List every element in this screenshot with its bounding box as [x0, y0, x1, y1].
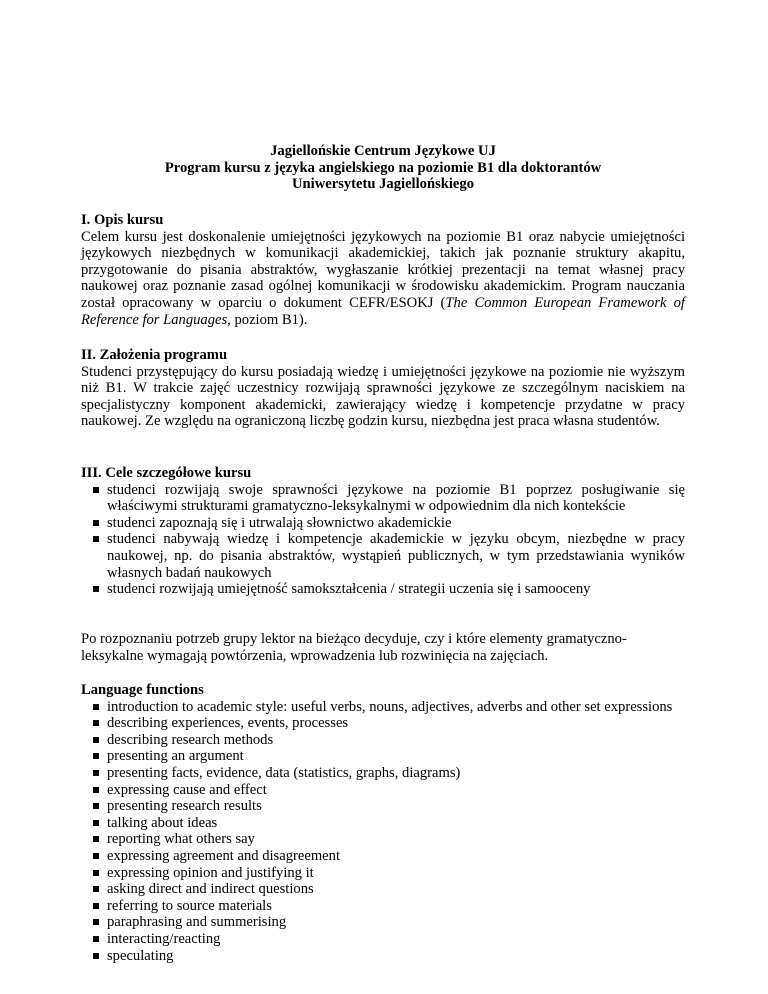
- list-item: [81, 898, 685, 915]
- list-item: [81, 715, 685, 732]
- bullet-icon: [93, 870, 99, 876]
- bullet-icon: [93, 803, 99, 809]
- list-item-text: introduction to academic style: useful verbs, nouns, adjectives, adverbs and other set expressions: [107, 698, 673, 715]
- bullet-icon: [93, 770, 99, 776]
- bullet-icon: [93, 919, 99, 925]
- framework-title: The Common European Framework of Reference for Languages,: [81, 294, 685, 328]
- bullet-icon: [93, 936, 99, 942]
- body-text: Celem kursu jest doskonalenie umiejętności językowych na poziomie B1 oraz nabycie umiejętności językowych niezbędnych w komunikacji akademickiej, takich jak poznanie struktury akapitu, przygotowanie do pisania abstraktów, wygłaszanie krótkiej prezentacji na temat własnej pracy naukowej oraz poznanie zasad ogólnej komunikacji w środowisku akademickim. Program nauczania został opracowany w oparciu o dokument CEFR/ESOKJ (: [81, 228, 685, 311]
- list-item-text: speculating: [107, 947, 174, 964]
- bullet-icon: [93, 704, 99, 710]
- list-item-text: describing experiences, events, processes: [107, 715, 349, 732]
- paragraph-lecturer-decision: [81, 631, 685, 664]
- list-item: [81, 515, 685, 532]
- bullet-icon: [93, 903, 99, 909]
- bullet-icon: [93, 737, 99, 743]
- list-item: [81, 848, 685, 865]
- bullet-icon: [93, 487, 99, 493]
- list-item: [81, 782, 685, 799]
- section-program-assumptions: [81, 347, 685, 430]
- bullet-icon: [93, 787, 99, 793]
- section-detailed-goals: [81, 465, 685, 598]
- list-item: [81, 865, 685, 882]
- document-title: [81, 143, 685, 193]
- bullet-icon: [93, 820, 99, 826]
- list-item-text: interacting/reacting: [107, 930, 221, 947]
- list-item-text: reporting what others say: [107, 831, 255, 848]
- title-line-3: Uniwersytetu Jagiellońskiego: [291, 176, 474, 193]
- list-item-text: studenci rozwijają swoje sprawności językowe na poziomie B1 poprzez posługiwanie się właściwymi strukturami gramatyczno-leksykalnymi w odpowiednim dla nich kontekście: [107, 481, 685, 515]
- list-item-text: referring to source materials: [107, 897, 272, 914]
- list-item: [81, 748, 685, 765]
- list-item: [81, 815, 685, 832]
- bullet-icon: [93, 753, 99, 759]
- section-heading: I. Opis kursu: [81, 212, 164, 228]
- bullet-icon: [93, 853, 99, 859]
- list-item-text: studenci rozwijają umiejętność samokształcenia / strategii uczenia się i samooceny: [107, 581, 591, 598]
- list-item: [81, 931, 685, 948]
- section-language-functions: [81, 682, 685, 964]
- list-item-text: paraphrasing and summerising: [107, 914, 287, 931]
- bullet-icon: [93, 836, 99, 842]
- goals-list: [81, 482, 685, 598]
- bullet-icon: [93, 953, 99, 959]
- list-item: [81, 798, 685, 815]
- bullet-icon: [93, 520, 99, 526]
- section-heading: II. Założenia programu: [81, 347, 228, 363]
- list-item-text: asking direct and indirect questions: [107, 881, 314, 898]
- list-item-text: talking about ideas: [107, 814, 218, 831]
- bullet-icon: [93, 886, 99, 892]
- list-item-text: describing research methods: [107, 731, 274, 748]
- section-heading: Language functions: [81, 682, 204, 698]
- list-item: [81, 531, 685, 581]
- list-item: [81, 581, 685, 598]
- list-item-text: expressing agreement and disagreement: [107, 847, 341, 864]
- section-heading: III. Cele szczegółowe kursu: [81, 465, 252, 481]
- list-item-text: studenci zapoznają się i utrwalają słownictwo akademickie: [107, 514, 452, 531]
- list-item: [81, 699, 685, 716]
- list-item: [81, 914, 685, 931]
- paragraph-text: Po rozpoznaniu potrzeb grupy lektor na bieżąco decyduje, czy i które elementy gramatyczno-leksykalne wymagają powtórzenia, wprowadzenia lub rozwinięcia na zajęciach.: [81, 631, 627, 664]
- bullet-icon: [93, 720, 99, 726]
- list-item-text: expressing cause and effect: [107, 781, 267, 798]
- bullet-icon: [93, 586, 99, 592]
- list-item-text: expressing opinion and justifying it: [107, 864, 314, 881]
- list-item-text: presenting facts, evidence, data (statistics, graphs, diagrams): [107, 764, 461, 781]
- list-item-text: presenting an argument: [107, 748, 244, 765]
- list-item: [81, 831, 685, 848]
- section-body: Studenci przystępujący do kursu posiadają wiedzę i umiejętności językowe na poziomie nie wyższym niż B1. W trakcie zajęć uczestnicy rozwijają sprawności językowe ze szczególnym naciskiem na specjalistyczny komponent akademicki, zawierający wiedzę i kompetencje przydatne w pracy naukowej. Ze względu na ograniczoną liczbę godzin kursu, niezbędna jest praca własna studentów.: [81, 363, 685, 430]
- list-item-text: presenting research results: [107, 798, 262, 815]
- title-line-2: Program kursu z języka angielskiego na poziomie B1 dla doktorantów: [164, 159, 602, 176]
- section-course-description: [81, 212, 685, 328]
- body-text-end: poziom B1).: [230, 311, 308, 328]
- section-body: [81, 229, 685, 329]
- list-item: [81, 482, 685, 515]
- bullet-icon: [93, 536, 99, 542]
- list-item: [81, 948, 685, 965]
- title-line-1: Jagiellońskie Centrum Językowe UJ: [270, 143, 496, 159]
- list-item-text: studenci nabywają wiedzę i kompetencje akademickie w języku obcym, niezbędne w pracy naukowej, np. do pisania abstraktów, wystąpień publicznych, w tym przedstawiania wyników własnych badań naukowych: [107, 531, 685, 581]
- list-item: [81, 732, 685, 749]
- list-item: [81, 881, 685, 898]
- language-functions-list: [81, 699, 685, 965]
- list-item: [81, 765, 685, 782]
